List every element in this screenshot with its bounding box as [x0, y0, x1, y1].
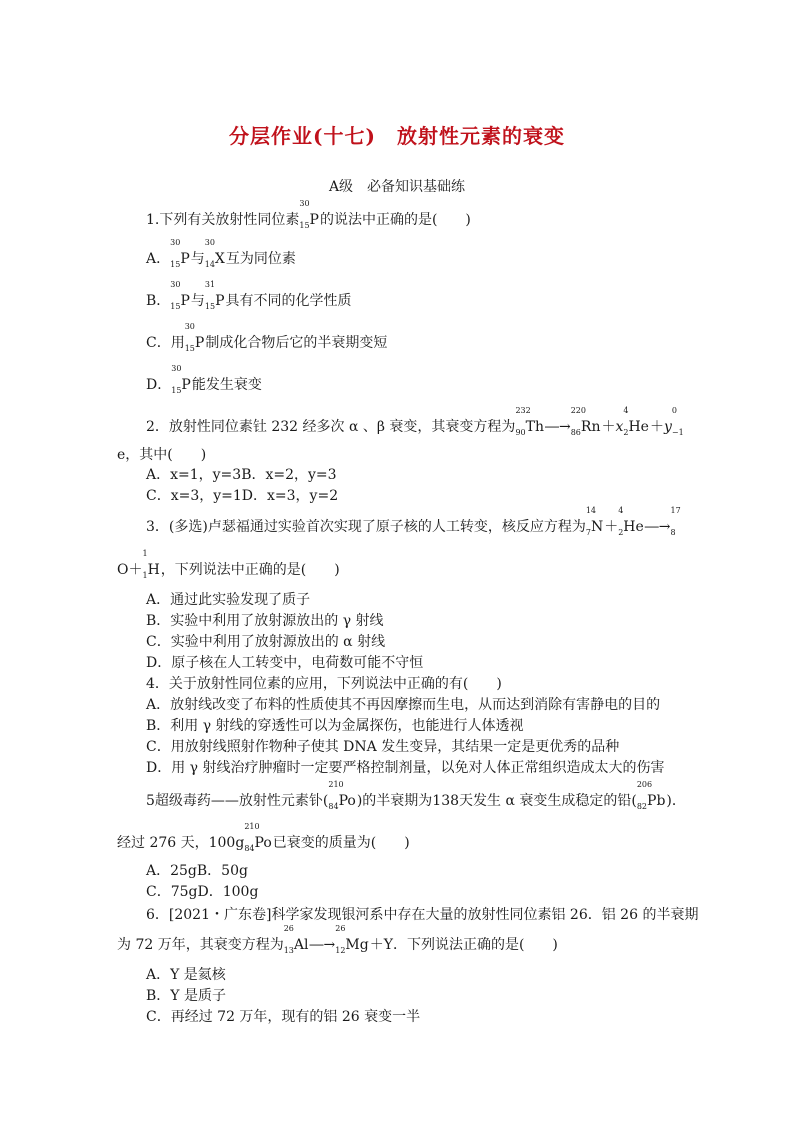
q4-option-c[interactable]: C．用放射线照射作物种子使其 DNA 发生变异，其结果一定是更优秀的品种 [146, 739, 620, 755]
page-title: 分层作业(十七) 放射性元素的衰变 [229, 124, 565, 148]
q3-option-d[interactable]: D．原子核在人工转变中，电荷数可能不守恒 [146, 655, 424, 671]
isotope-n14: 14 7N [585, 506, 604, 537]
isotope-x30: 30 14X [204, 238, 225, 269]
q3-stem-line2: O＋ 1 1H，下列说法中正确的是( ) [117, 561, 340, 585]
isotope-h1: 1 1H [142, 549, 160, 580]
question-4-stem: 4．关于放射性同位素的应用，下列说法中正确的有( ) [146, 676, 502, 692]
q5-option-c[interactable]: C．75g [146, 884, 198, 900]
isotope-he4: 4 2He [623, 406, 649, 437]
q5-option-d[interactable]: D．100g [197, 884, 259, 900]
q5-options-row2 [146, 883, 258, 901]
isotope-p30: 30 15P [184, 322, 205, 353]
isotope-p30: 30 15P [170, 238, 190, 269]
isotope-o17: 17 8 [670, 506, 681, 537]
q5-option-a[interactable]: A．25g [146, 863, 197, 879]
q4-option-d[interactable]: D．用 γ 射线治疗肿瘤时一定要严格控制剂量，以免对人体正常组织造成太大的伤害 [146, 760, 665, 776]
q5-stem-line2: 经过 276 天，100g 210 84Po已衰变的质量为( ) [117, 834, 410, 858]
q3-option-a[interactable]: A．通过此实验发现了质子 [146, 592, 311, 608]
q1-option-c[interactable]: C．用 30 15P制成化合物后它的半衰期变短 [146, 334, 387, 358]
isotope-pb206: 206 82Pb [636, 780, 666, 811]
isotope-mg26: 26 12Mg [335, 924, 369, 955]
q3-option-c[interactable]: C．实验中利用了放射源放出的 α 射线 [146, 634, 386, 650]
q2-options-row1 [146, 466, 337, 484]
reaction-arrow: ―→ [309, 937, 336, 953]
q1-option-d[interactable]: D． 30 15P能发生衰变 [146, 376, 262, 400]
q5-option-b[interactable]: B．50g [196, 863, 248, 879]
isotope-p30: 30 15P [170, 280, 190, 311]
isotope-po210: 210 84Po [328, 780, 356, 811]
q1-option-a[interactable]: A． 30 15P与 30 14X互为同位素 [146, 250, 296, 274]
q1-stem-post: 的说法中正确的是( ) [319, 212, 471, 228]
q2-option-d[interactable]: D．x=3，y=2 [241, 488, 339, 504]
question-6-stem: 6．[2021・广东卷]科学家发现银河系中存在大量的放射性同位素铝 26．铝 26 的半衰期 [146, 907, 699, 923]
question-3-stem: 3．(多选)卢瑟福通过实验首次实现了原子核的人工转变，核反应方程为 14 7N＋ 4 2He―→ 17 8 [146, 518, 677, 542]
q6-stem-line2: 为 72 万年，其衰变方程为 26 13Al―→ 26 12Mg＋Y．下列说法正确的是( ) [117, 936, 558, 960]
isotope-he4: 4 2He [618, 506, 644, 537]
q5-options-row1 [146, 862, 248, 880]
isotope-rn220: 220 86Rn [570, 406, 601, 437]
q6-option-c[interactable]: C．再经过 72 万年，现有的铝 26 衰变一半 [146, 1009, 421, 1025]
reaction-arrow: ―→ [644, 519, 671, 535]
q2-option-a[interactable]: A．x=1，y=3 [146, 467, 242, 483]
q6-option-b[interactable]: B．Y 是质子 [146, 988, 226, 1004]
question-1-stem [146, 199, 471, 235]
q1-option-b[interactable]: B． 30 15P与 31 15P具有不同的化学性质 [146, 292, 352, 316]
isotope-p30: 30 15P [299, 199, 319, 230]
isotope-p30: 30 15P [171, 364, 191, 395]
q4-option-a[interactable]: A．放射线改变了布料的性质使其不再因摩擦而生电，从而达到消除有害静电的目的 [146, 697, 661, 713]
q4-option-b[interactable]: B．利用 γ 射线的穿透性可以为金属探伤，也能进行人体透视 [146, 718, 524, 734]
q6-option-a[interactable]: A．Y 是氦核 [146, 967, 226, 983]
question-5-stem: 5超级毒药——放射性元素钋( 210 84Po)的半衰期为138天发生 α 衰变生成稳定的铅( 206 82Pb)． [146, 792, 686, 816]
electron-symbol: 0 −1 [671, 406, 684, 437]
q3-option-b[interactable]: B．实验中利用了放射源放出的 γ 射线 [146, 613, 384, 629]
q2-option-b[interactable]: B．x=2，y=3 [241, 467, 337, 483]
question-2-stem: 2．放射性同位素钍 232 经多次 α 、β 衰变，其衰变方程为 232 90Th―→ 220 86Rn＋x 4 2He＋y 0 −1 [146, 418, 685, 442]
isotope-po210: 210 84Po [244, 822, 272, 853]
q2-stem-line2: e，其中( ) [117, 447, 207, 463]
q2-options-row2 [146, 487, 338, 505]
isotope-al26: 26 13Al [283, 924, 309, 955]
section-heading: A级 必备知识基础练 [328, 179, 466, 195]
reaction-arrow: ―→ [544, 419, 571, 435]
q2-option-c[interactable]: C．x=3，y=1 [146, 488, 242, 504]
q1-stem-pre: 1.下列有关放射性同位素 [146, 212, 300, 228]
isotope-p31: 31 15P [204, 280, 225, 311]
isotope-th232: 232 90Th [515, 406, 544, 437]
